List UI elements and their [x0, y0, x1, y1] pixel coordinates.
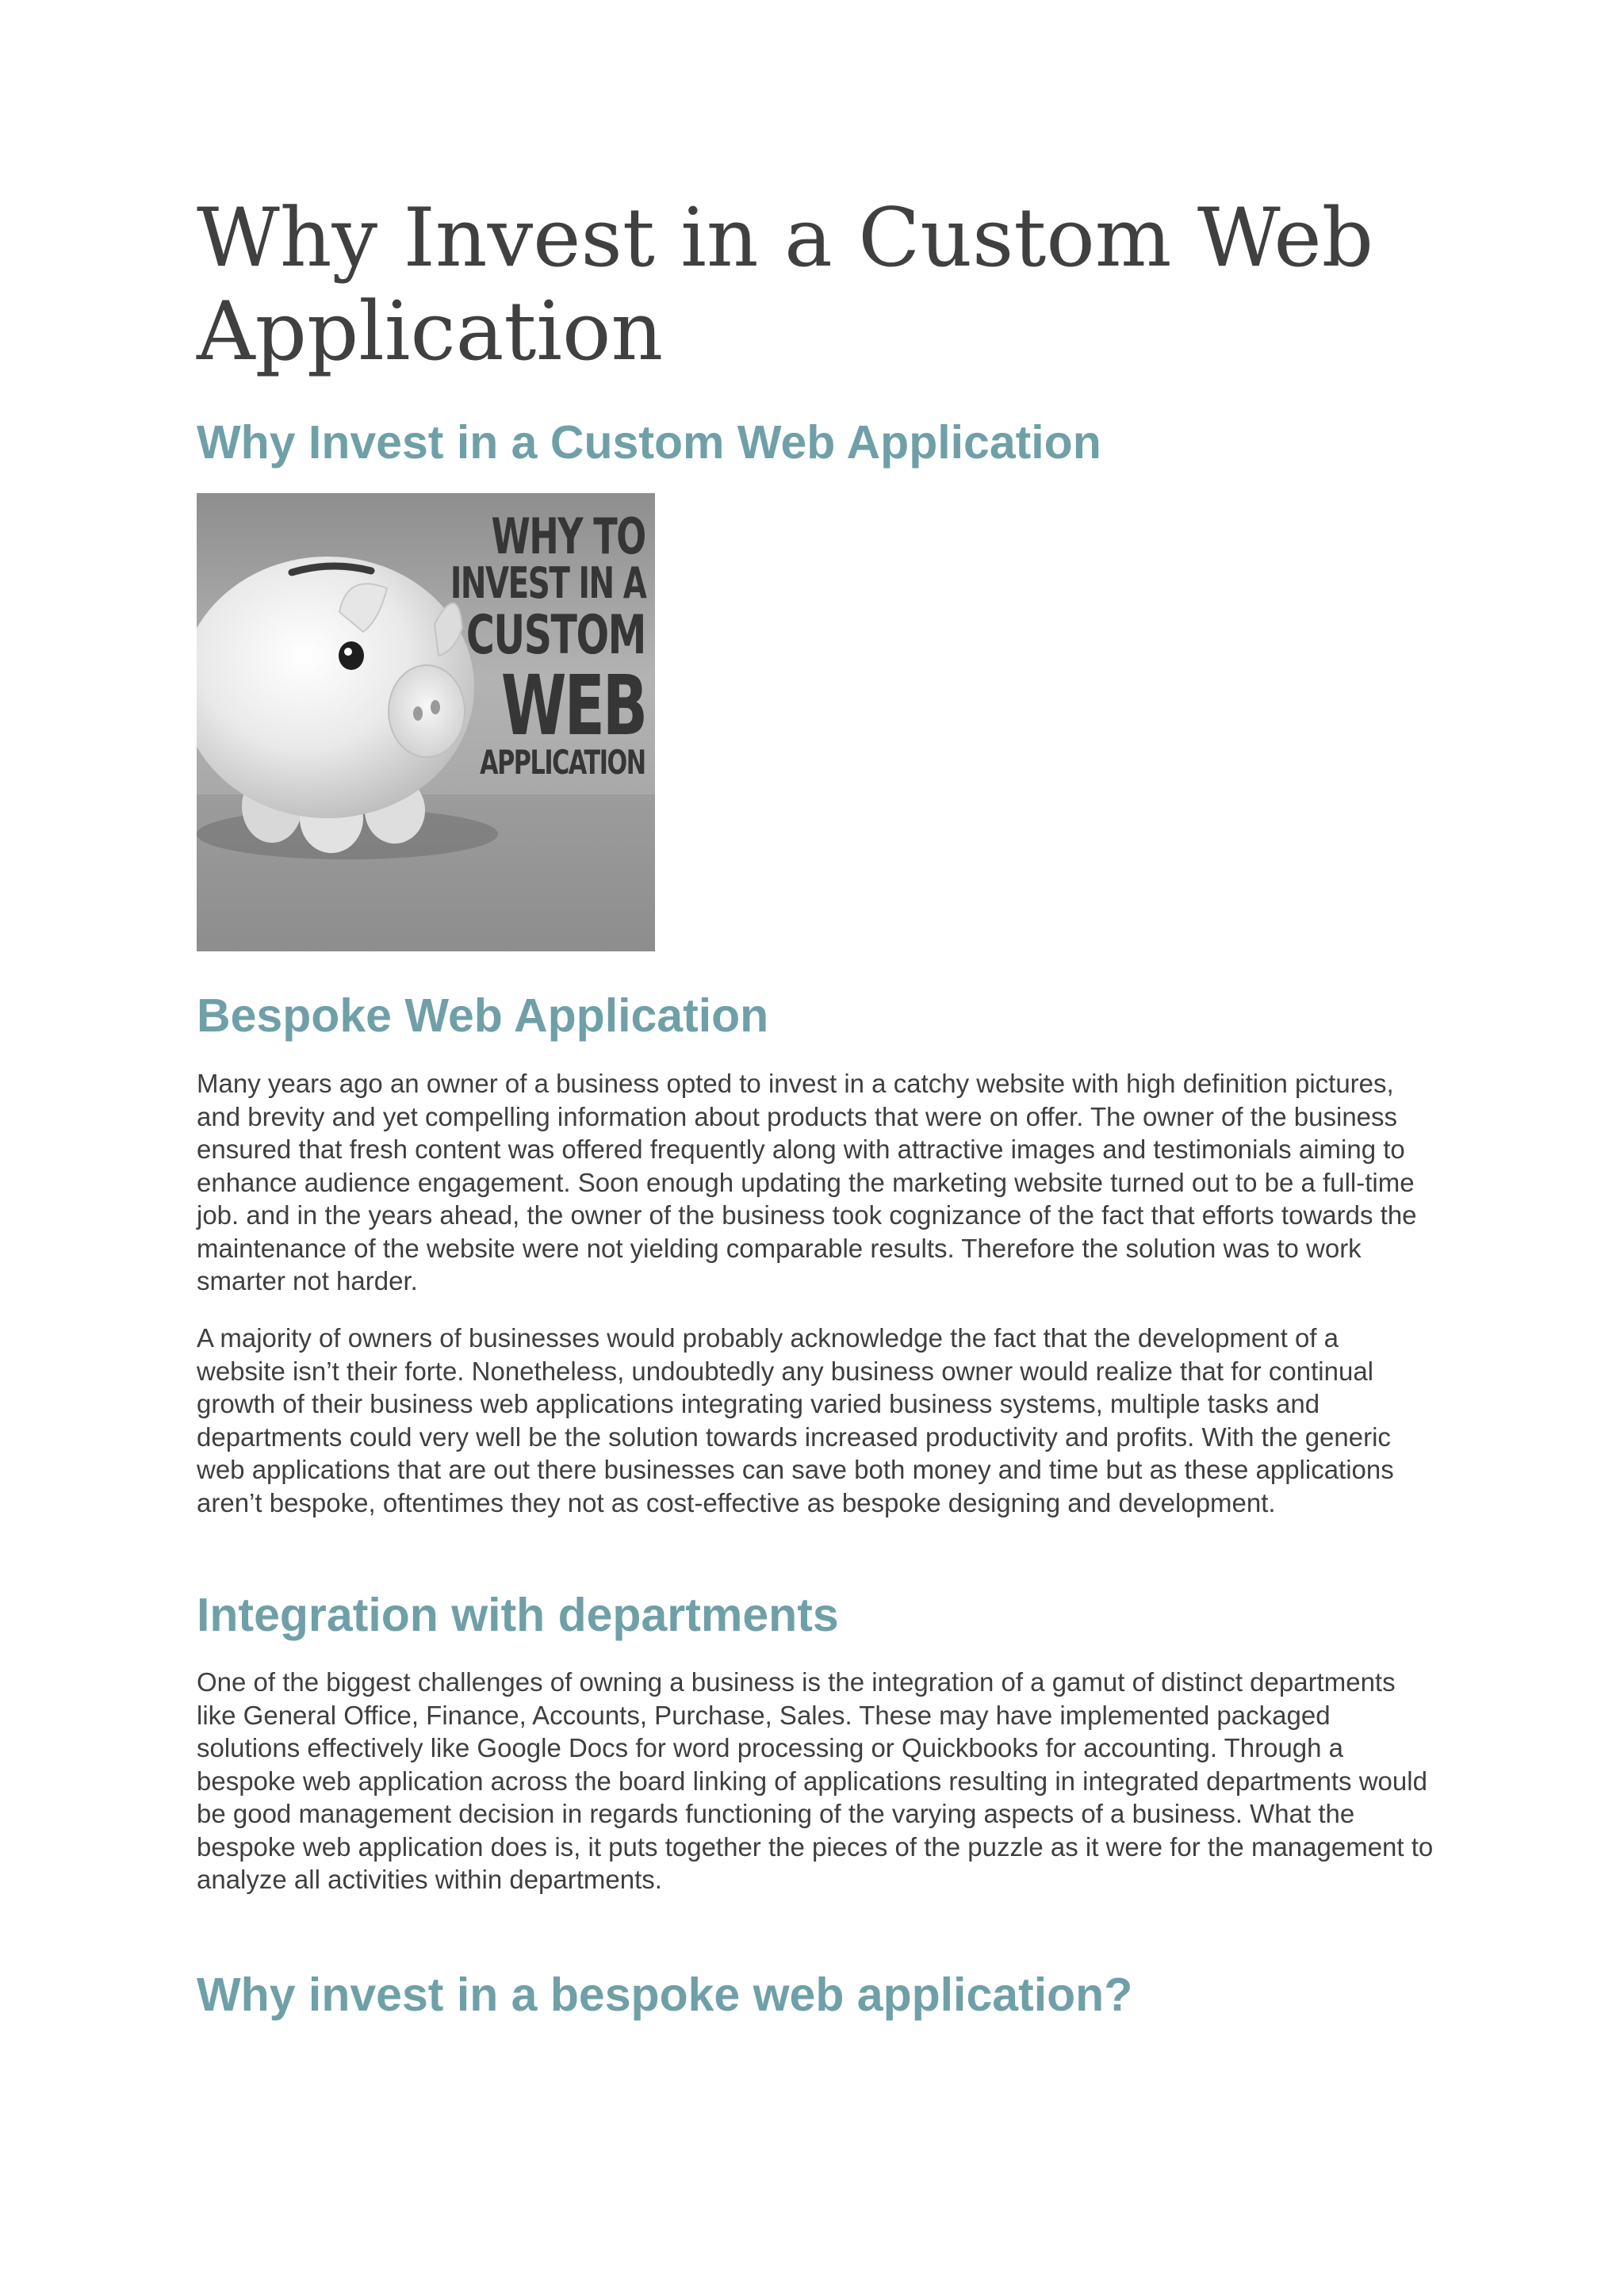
paragraph-integration-1: One of the biggest challenges of owning a business is the integration of a gamut of distinct departments like General Office, Finance, Accounts, Purchase, Sales. These may have implemented packaged solutions effectively like Google Docs for word processing or Quickbooks for accounting. Through a bespoke web application across the board linking of applications resulting in integrated departments would be good management decision in regards functioning of the varying aspects of a business. What the bespoke web application does is, it puts together the pieces of the puzzle as it were for the management to analyze all activities within departments. — [197, 1667, 1434, 1894]
section-heading-integration: Integration with departments — [197, 1589, 839, 1641]
hero-text-line-2: INVEST IN A — [450, 558, 645, 608]
paragraph-bespoke-1: Many years ago an owner of a business opted to invest in a catchy website with high definition pictures, and brevity and yet compelling information about products that were on offer. The owner of the business ensured that fresh content was offered frequently along with attractive images and testimonials aiming to enhance audience engagement. Soon enough updating the marketing website turned out to be a full-time job. and in the years ahead, the owner of the business took cognizance of the fact that efforts towards the maintenance of the website were not yielding comparable results. Therefore the solution was to work smarter not harder. — [197, 1069, 1417, 1295]
article-heading: Why Invest in a Custom Web Application — [197, 416, 1101, 469]
hero-image — [197, 493, 655, 951]
document-title: Why Invest in a Custom Web Application — [197, 191, 1374, 379]
hero-text-line-3: CUSTOM — [465, 604, 645, 667]
hero-text-line-5: APPLICATION — [480, 743, 645, 782]
paragraph-bespoke-2: A majority of owners of businesses would probably acknowledge the fact that the development of a website isn’t their forte. Nonetheless, undoubtedly any business owner would realize that for continual growth of their business web applications integrating varied business systems, multiple tasks and departments could very well be the solution towards increased productivity and profits. With the generic web applications that are out there businesses can save both money and time but as these applications aren’t bespoke, oftentimes they not as cost-effective as bespoke designing and development. — [197, 1323, 1394, 1517]
hero-text-line-1: WHY TO — [491, 507, 645, 565]
section-heading-why-invest: Why invest in a bespoke web application? — [197, 1969, 1133, 2021]
hero-text-line-4: WEB — [500, 657, 645, 754]
section-heading-bespoke: Bespoke Web Application — [197, 989, 769, 1042]
